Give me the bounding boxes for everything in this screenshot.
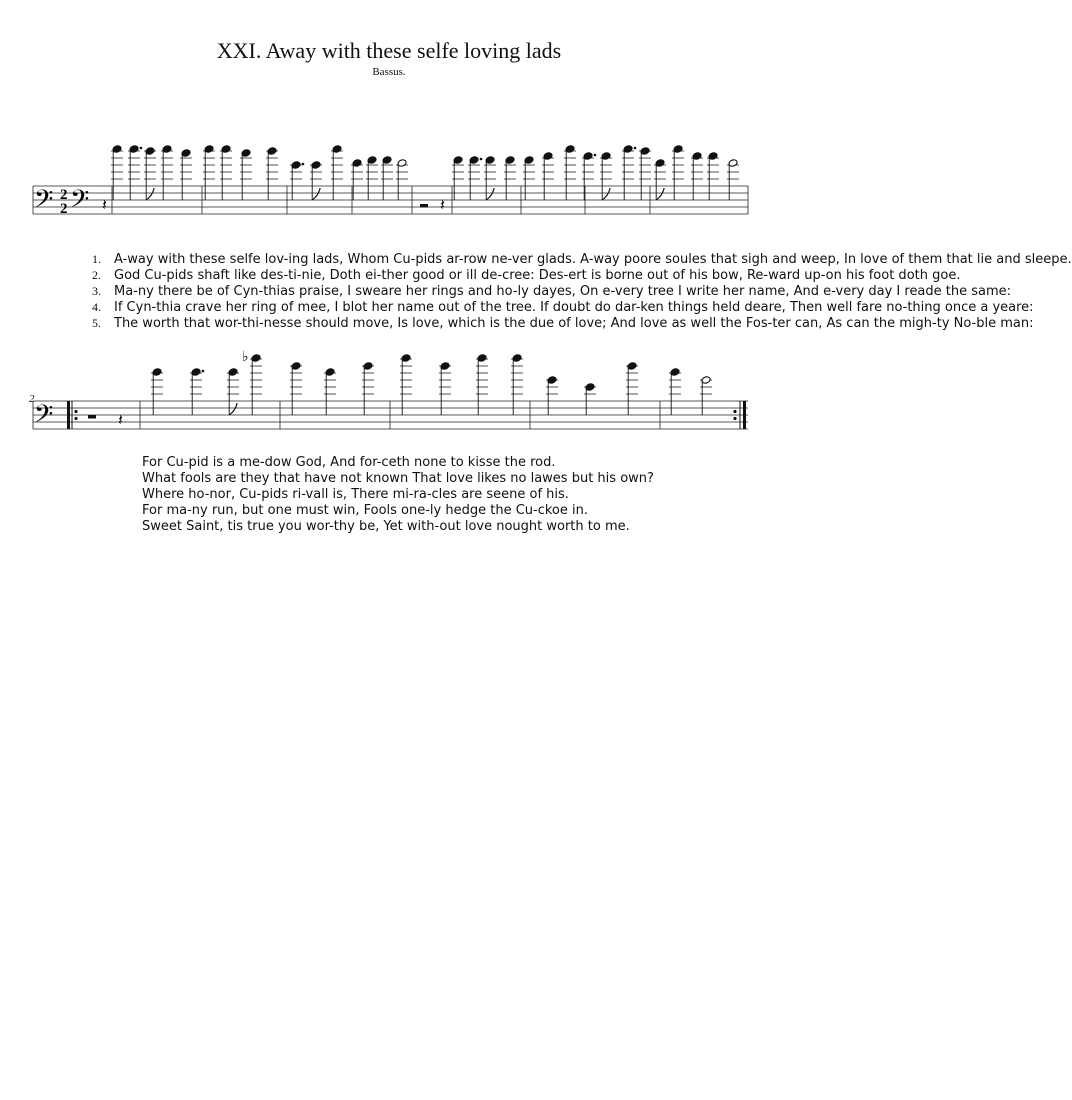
half-rest-icon [420,204,428,208]
verse-number: 1. [92,252,101,266]
verse-lyric: For Cu-pid is a me-dow God, And for-ceth none to kisse the rod. [142,455,556,470]
verse-line-3 [92,284,1011,300]
verse-lyric: God Cu-pids shaft like des-ti-nie, Doth ei-ther good or ill de-cree: Des-ert is borne out of his bow, Re-ward up-on his foot doth goe. [114,268,961,283]
note [546,376,558,415]
note [310,161,322,200]
note [203,145,215,200]
bass-clef-icon: 𝄢 [34,185,54,220]
note [584,383,596,415]
svg-text:♭: ♭ [242,349,249,365]
note [220,145,232,200]
verse-lyric: For ma-ny run, but one must win, Fools one-ly hedge the Cu-ckoe in. [142,503,588,518]
note [400,354,412,415]
note [161,145,173,200]
note [626,362,638,415]
verse-lyric: What fools are they that have not known That love likes no lawes but his own? [142,471,654,486]
verse-number: 4. [92,300,101,314]
note [266,147,278,200]
verse-line-3 [142,487,569,503]
verse-line-5 [142,519,630,535]
verse-lyric: If Cyn-thia crave her ring of mee, I blot her name out of the tree. If doubt do dar-ken things held deare, Then well fare no-thing once a yeare: [114,300,1034,315]
note [727,159,739,200]
voice-part-label: Bassus. [372,66,406,78]
verse-line-1 [142,455,555,471]
verse-number: 2. [92,268,101,282]
note [672,145,684,200]
note [476,354,488,415]
notes-system-1 [102,145,739,214]
note [351,159,363,200]
verse-line-2 [92,268,960,284]
verse-lyric: A-way with these selfe lov-ing lads, Whom Cu-pids ar-row ne-ver glads. A-way poore soules that sigh and weep, In love of them that lie and sleepe. [114,252,1072,267]
note [439,362,451,415]
bass-clef-icon: 𝄢 [70,185,90,220]
note [331,145,343,200]
verse-line-4 [92,300,1034,316]
note [639,147,651,200]
bass-clef-icon: 𝄢 [34,400,54,435]
quarter-rest-icon: 𝄽 [440,195,445,214]
note [240,149,252,200]
note [511,354,523,415]
note [564,145,576,200]
verse-line-4 [142,503,588,519]
verse-line-2 [142,471,654,487]
note [180,149,192,200]
verse-number: 3. [92,284,101,298]
note [622,145,636,200]
measure-number: 2 [29,393,35,405]
quarter-rest-icon: 𝄽 [102,195,107,214]
note [290,161,304,200]
note [144,147,156,200]
note [290,362,302,415]
note [128,145,142,200]
verse-line-5 [92,316,1034,332]
notes-system-2 [88,349,712,429]
verse-number: 5. [92,316,101,330]
note [396,159,408,200]
verse-lyric: Ma-ny there be of Cyn-thias praise, I sweare her rings and ho-ly dayes, On e-very tree I write her name, And e-very day I reade the same: [114,284,1012,299]
verse-lyric: Where ho-nor, Cu-pids ri-vall is, There mi-ra-cles are seene of his. [142,487,569,502]
note [362,362,374,415]
svg-text:2: 2 [60,187,68,203]
time-signature [60,187,68,217]
verse-lyric: Sweet Saint, tis true you wor-thy be, Yet with-out love nought worth to me. [142,519,630,534]
page-title: XXI. Away with these selfe loving lads [216,38,562,63]
note [111,145,123,200]
note [242,349,262,415]
quarter-rest-icon: 𝄽 [118,410,123,429]
half-rest-icon [88,415,96,419]
verse-lyric: The worth that wor-thi-nesse should move, Is love, which is the due of love; And love as well the Fos-ter can, As can the migh-ty No-ble man: [114,316,1034,331]
verse-line-1 [92,252,1072,268]
note [700,376,712,415]
svg-text:2: 2 [60,201,68,217]
note [654,159,666,200]
